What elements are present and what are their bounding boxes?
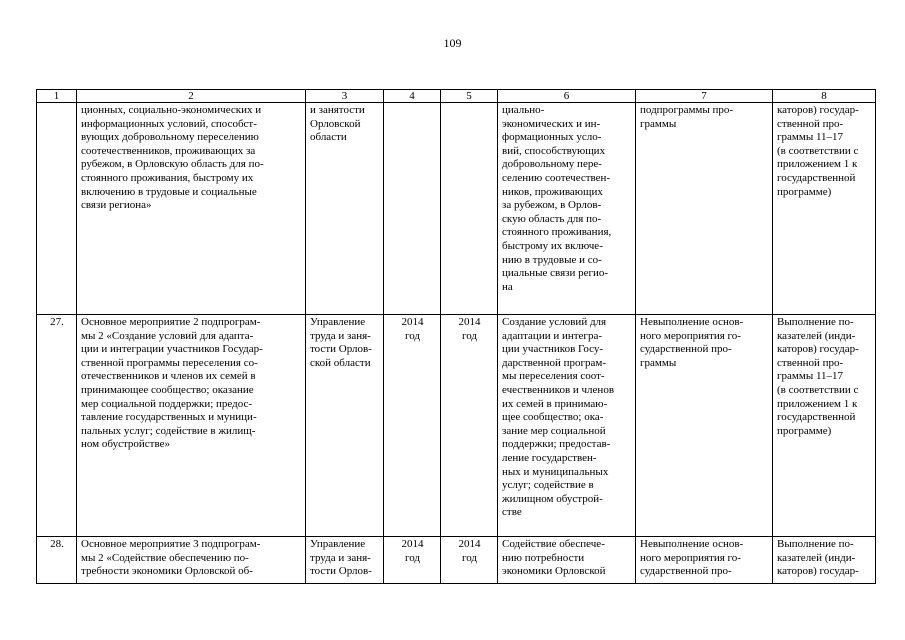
measure-name: Основное мероприятие 3 подпрограм- мы 2 «Содействие обеспечению по- требности экономики Орловской об- bbox=[77, 537, 306, 584]
table-row bbox=[37, 103, 876, 315]
measure-name: ционных, социально-экономических и информационных условий, способст- вующих добровольному переселению соотечественников, проживающих за рубежом, в Орловскую область для по- стоянного проживания, быстрому их включению в трудовые и социальные связи региона» bbox=[77, 103, 306, 315]
indicator-link: Выполнение по- казателей (инди- каторов) государ- bbox=[773, 537, 876, 584]
row-number bbox=[37, 103, 77, 315]
non-fulfillment-consequence: Невыполнение основ- ного мероприятия го- сударственной про- bbox=[636, 537, 773, 584]
measure-name: Основное мероприятие 2 подпрограм- мы 2 «Создание условий для адапта- ции и интеграции участников Государ- ственной программы переселения со- отечественников и членов их семей в принимающее сообщество; оказание мер социальной поддержки; предос- тавление государственных и муници- пальных услуг; содействие в жилищ- ном обустройстве» bbox=[77, 315, 306, 537]
header-cell: 1 bbox=[37, 90, 77, 103]
expected-result: Создание условий для адаптации и интегра- ции участников Госу- дарственной програм- мы переселения соот- ечественников и членов их семей в принимаю- щее сообщество; ока- зание мер социальной поддержки; предостав- ление государствен- ных и муниципальных услуг; содействие в жилищном обустрой- стве bbox=[498, 315, 636, 537]
row-number: 27. bbox=[37, 315, 77, 537]
header-cell: 3 bbox=[306, 90, 384, 103]
expected-result: циально- экономических и ин- формационных усло- вий, способствующих добровольному пере- селению соотечествен- ников, проживающих за рубежом, в Орлов- скую область для по- стоянного проживания, быстрому их включе- нию в трудовые и со- циальные связи регио- на bbox=[498, 103, 636, 315]
end-year bbox=[441, 103, 498, 315]
indicator-link: каторов) государ- ственной про- граммы 11–17 (в соответствии с приложением 1 к государственной программе) bbox=[773, 103, 876, 315]
header-cell: 6 bbox=[498, 90, 636, 103]
indicator-link: Выполнение по- казателей (инди- каторов) государ- ственной про- граммы 11–17 (в соответствии с приложением 1 к государственной программе) bbox=[773, 315, 876, 537]
header-cell: 5 bbox=[441, 90, 498, 103]
page-number: 109 bbox=[443, 36, 462, 50]
end-year: 2014 год bbox=[441, 315, 498, 537]
column-number-header bbox=[37, 90, 876, 103]
start-year: 2014 год bbox=[384, 537, 441, 584]
executor: Управление труда и заня- тости Орлов- bbox=[306, 537, 384, 584]
expected-result: Содействие обеспече- нию потребности экономики Орловской bbox=[498, 537, 636, 584]
executor: Управление труда и заня- тости Орлов- ской области bbox=[306, 315, 384, 537]
table-row bbox=[37, 315, 876, 537]
measures-table bbox=[36, 89, 876, 584]
header-cell: 4 bbox=[384, 90, 441, 103]
start-year bbox=[384, 103, 441, 315]
table-row bbox=[37, 537, 876, 584]
header-cell: 7 bbox=[636, 90, 773, 103]
executor: и занятости Орловской области bbox=[306, 103, 384, 315]
start-year: 2014 год bbox=[384, 315, 441, 537]
header-cell: 8 bbox=[773, 90, 876, 103]
non-fulfillment-consequence: подпрограммы про- граммы bbox=[636, 103, 773, 315]
header-cell: 2 bbox=[77, 90, 306, 103]
non-fulfillment-consequence: Невыполнение основ- ного мероприятия го- сударственной про- граммы bbox=[636, 315, 773, 537]
row-number: 28. bbox=[37, 537, 77, 584]
end-year: 2014 год bbox=[441, 537, 498, 584]
